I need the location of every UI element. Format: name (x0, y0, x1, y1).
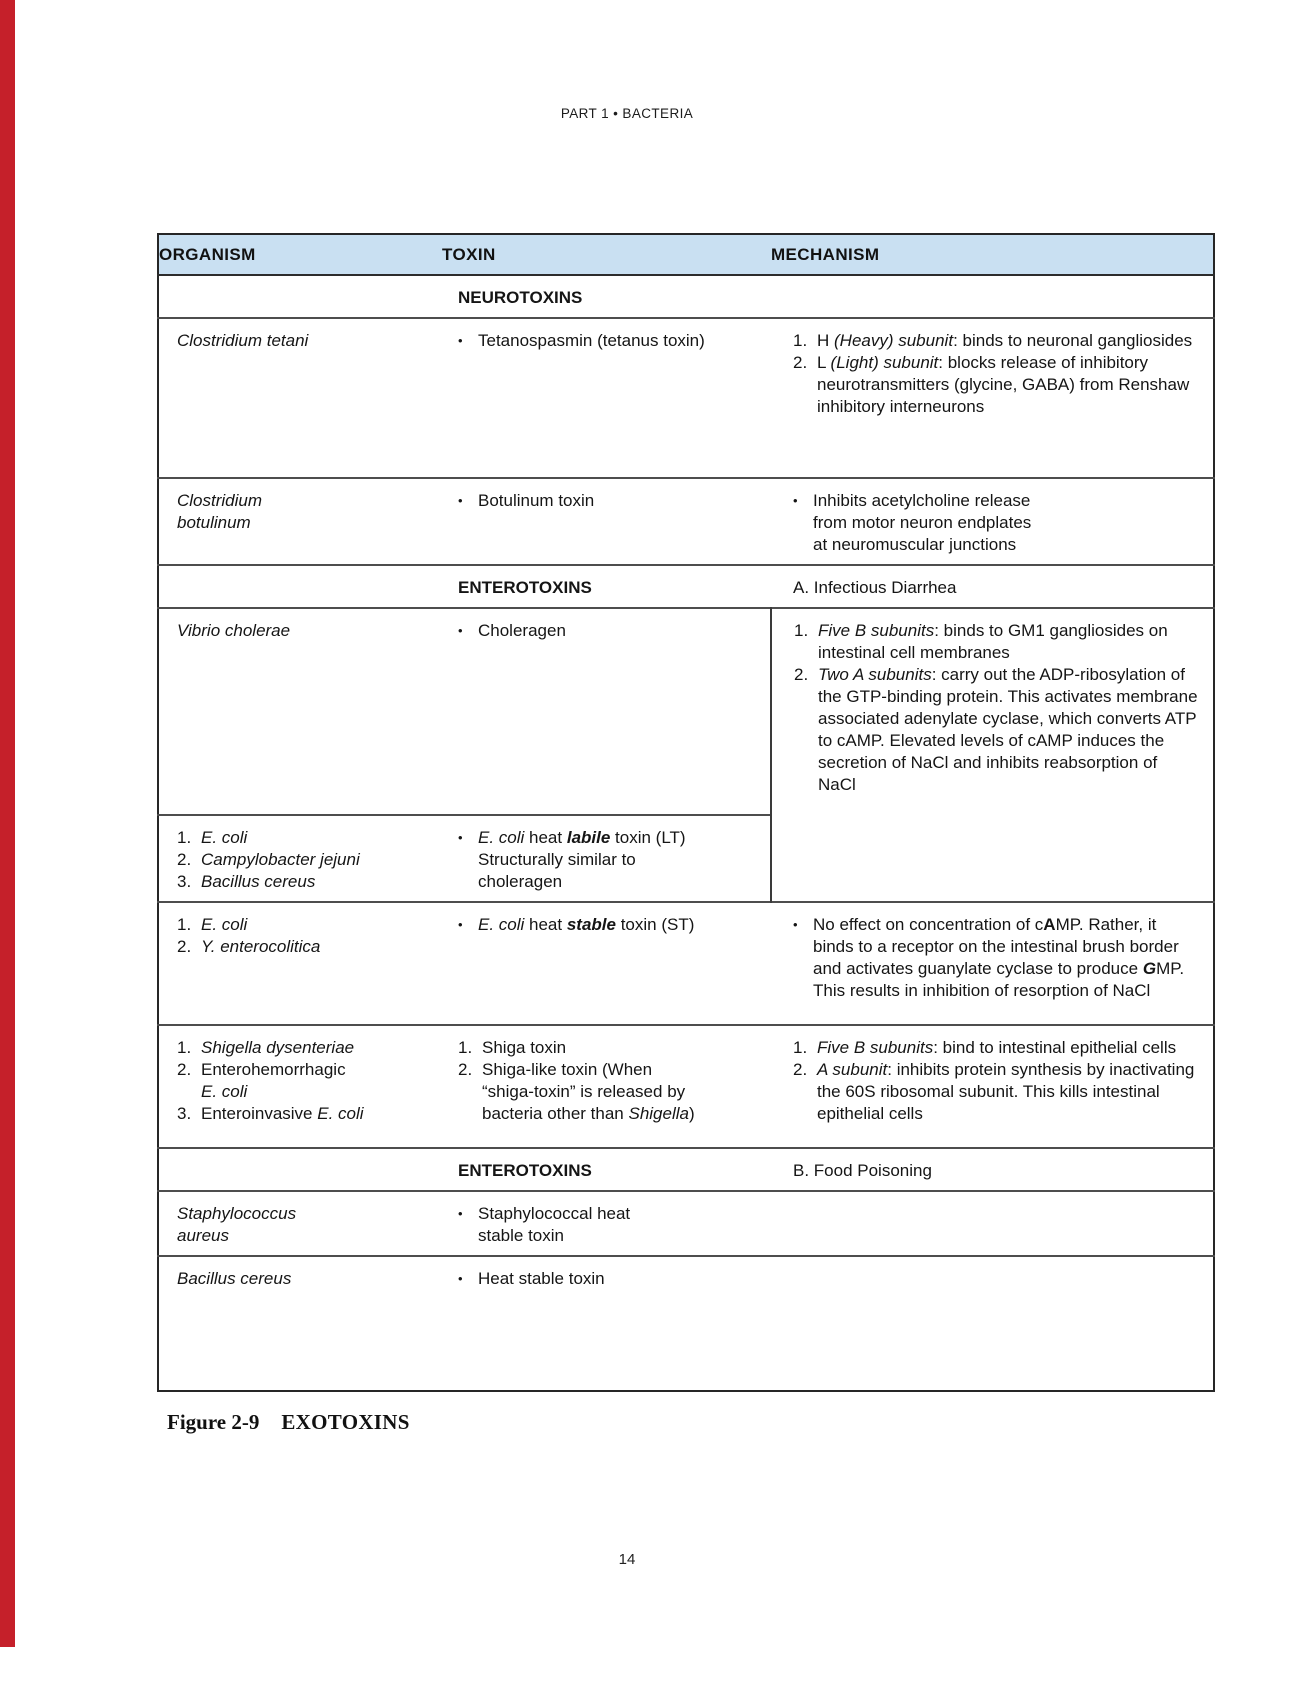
number-marker: 2. (793, 353, 808, 372)
number-marker: 1. (793, 331, 808, 350)
organism-cell (158, 275, 442, 318)
figure-caption (167, 1410, 410, 1435)
list-item (177, 871, 428, 893)
row-clostridium-tetani (158, 318, 1214, 478)
list-item-text: Clostridium tetani (177, 331, 309, 350)
list-item-text: Y. enterocolitica (201, 937, 321, 956)
list-item-text: Campylobacter jejuni (201, 850, 360, 869)
organism-cell (158, 1025, 442, 1148)
list-item (793, 914, 1199, 1002)
row-staphylococcus-aureus (158, 1191, 1214, 1256)
list-item (177, 827, 428, 849)
list-item (794, 620, 1199, 664)
toxin-cell (442, 1256, 771, 1391)
list-item-text: A subunit: inhibits protein synthesis by inactivating the 60S ribosomal subunit. This kills intestinal epithelial cells (817, 1060, 1195, 1123)
list-item-text: E. coli heat stable toxin (ST) (478, 915, 695, 934)
running-header: PART 1 • BACTERIA (560, 106, 694, 121)
list-item (177, 1203, 428, 1247)
list-item-text: Inhibits acetylcholine release from motor neuron endplates at neuromuscular junctions (813, 491, 1032, 554)
number-marker: 1. (177, 1038, 192, 1057)
bullet-marker: • (458, 830, 463, 845)
list-item (458, 1203, 757, 1247)
list-item-text: Shiga-like toxin (When “shiga-toxin” is released by bacteria other than Shigella) (482, 1060, 695, 1123)
mechanism-cell (771, 275, 1214, 318)
organism-cell (158, 1256, 442, 1391)
list-item-text: Vibrio cholerae (177, 621, 291, 640)
toxin-cell (442, 478, 771, 565)
list-item-text: Two A subunits: carry out the ADP-ribosylation of the GTP-binding protein. This activates membrane associated adenylate cyclase, which converts ATP to cAMP. Elevated levels of cAMP induces the secretion of NaCl and inhibits reabsorption of NaCl (818, 665, 1198, 794)
column-header-mechanism: MECHANISM (771, 234, 1214, 275)
number-marker: 1. (458, 1038, 473, 1057)
list-item (177, 914, 428, 936)
list-item-text: E. coli (201, 915, 248, 934)
list-item-text: Staphylococcal heat stable toxin (478, 1204, 631, 1245)
list-item (458, 827, 756, 893)
section-title-neurotoxins: NEUROTOXINS (458, 288, 583, 307)
list-item (458, 914, 757, 936)
list-item-text: Enteroinvasive E. coli (201, 1104, 364, 1123)
bullet-marker: • (458, 493, 463, 508)
list-item (177, 330, 428, 352)
list-item-text: E. coli heat labile toxin (LT) Structurally similar to choleragen (478, 828, 686, 891)
number-marker: 2. (177, 850, 192, 869)
list-item-text: Clostridium botulinum (177, 491, 263, 532)
organism-cell (158, 1148, 442, 1191)
list-item-text: Botulinum toxin (478, 491, 595, 510)
organism-cell (158, 565, 442, 608)
row-clostridium-botulinum (158, 478, 1214, 565)
list-item (458, 1059, 757, 1125)
number-marker: 1. (177, 915, 192, 934)
list-item-text: Heat stable toxin (478, 1269, 605, 1288)
list-item-text: Shigella dysenteriae (201, 1038, 355, 1057)
number-marker: 2. (794, 665, 809, 684)
organism-cell (158, 815, 442, 902)
list-item-text: H (Heavy) subunit: binds to neuronal gangliosides (817, 331, 1193, 350)
bullet-marker: • (793, 917, 798, 932)
page-edge-tab (0, 0, 15, 1647)
list-item (458, 490, 757, 512)
list-item (793, 490, 1199, 556)
list-item-text: E. coli (201, 828, 248, 847)
list-item (458, 1037, 757, 1059)
mechanism-cell (771, 1191, 1214, 1256)
list-item (177, 490, 428, 534)
row-enterotoxins-b-section (158, 1148, 1214, 1191)
bullet-marker: • (793, 493, 798, 508)
list-item-text: Choleragen (478, 621, 566, 640)
list-item (177, 620, 428, 642)
list-item (794, 664, 1199, 796)
list-item (793, 330, 1199, 352)
mechanism-cell (771, 1256, 1214, 1391)
number-marker: 2. (177, 937, 192, 956)
figure-caption-title: EXOTOXINS (281, 1410, 410, 1434)
list-item-text: Bacillus cereus (201, 872, 316, 891)
organism-cell (158, 478, 442, 565)
table-header-row (158, 234, 1214, 275)
list-item (793, 1059, 1199, 1125)
list-item-text: Enterohemorrhagic E. coli (201, 1060, 346, 1101)
mechanism-cell (771, 478, 1214, 565)
list-item (177, 1059, 428, 1103)
section-title-enterotoxins-a: ENTEROTOXINS (458, 578, 592, 597)
number-marker: 2. (458, 1060, 473, 1079)
number-marker: 2. (793, 1060, 808, 1079)
row-ecoli-heat-stable (158, 902, 1214, 1025)
organism-cell (158, 318, 442, 478)
number-marker: 1. (793, 1038, 808, 1057)
list-item-text: No effect on concentration of cAMP. Rather, it binds to a receptor on the intestinal brush border and activates guanylate cyclase to produce GMP. This results in inhibition of resorption of NaCl (813, 915, 1185, 1000)
list-item (177, 1268, 428, 1290)
list-item-text: L (Light) subunit: blocks release of inhibitory neurotransmitters (glycine, GABA) from Renshaw inhibitory interneurons (817, 353, 1190, 416)
list-item (793, 352, 1199, 418)
bullet-marker: • (458, 333, 463, 348)
toxin-cell (442, 815, 771, 902)
list-item (458, 330, 757, 352)
list-item (177, 1037, 428, 1059)
row-shigella (158, 1025, 1214, 1148)
list-item-text: Five B subunits: bind to intestinal epithelial cells (817, 1038, 1177, 1057)
row-neurotoxins-section (158, 275, 1214, 318)
organism-cell (158, 1191, 442, 1256)
mechanism-cell (771, 902, 1214, 1025)
mechanism-cell-choleragen-box (771, 608, 1214, 902)
section-title-enterotoxins-b: ENTEROTOXINS (458, 1161, 592, 1180)
list-item-text: Tetanospasmin (tetanus toxin) (478, 331, 705, 350)
row-bacillus-cereus (158, 1256, 1214, 1391)
row-vibrio-cholerae (158, 608, 1214, 815)
bullet-marker: • (458, 1206, 463, 1221)
list-item-text: Five B subunits: binds to GM1 gangliosides on intestinal cell membranes (818, 621, 1168, 662)
figure-caption-label: Figure 2-9 (167, 1410, 260, 1434)
number-marker: 2. (177, 1060, 192, 1079)
list-item (177, 936, 428, 958)
mechanism-cell (771, 318, 1214, 478)
number-marker: 1. (177, 828, 192, 847)
toxin-cell (442, 1191, 771, 1256)
section-subtitle-infectious-diarrhea: A. Infectious Diarrhea (793, 578, 957, 597)
number-marker: 3. (177, 1104, 192, 1123)
list-item-text: Staphylococcus aureus (177, 1204, 297, 1245)
page-number: 14 (618, 1551, 636, 1568)
list-item-text: Shiga toxin (482, 1038, 567, 1057)
row-enterotoxins-a-section (158, 565, 1214, 608)
list-item-text: Bacillus cereus (177, 1269, 292, 1288)
bullet-marker: • (458, 917, 463, 932)
number-marker: 1. (794, 621, 809, 640)
list-item (458, 1268, 757, 1290)
list-item (458, 620, 756, 642)
list-item (793, 1037, 1199, 1059)
mechanism-cell (771, 1025, 1214, 1148)
list-item (177, 849, 428, 871)
toxin-cell (442, 318, 771, 478)
toxin-cell (442, 1025, 771, 1148)
number-marker: 3. (177, 872, 192, 891)
column-header-organism: ORGANISM (158, 234, 442, 275)
bullet-marker: • (458, 623, 463, 638)
column-header-toxin: TOXIN (442, 234, 771, 275)
section-subtitle-food-poisoning: B. Food Poisoning (793, 1161, 932, 1180)
bullet-marker: • (458, 1271, 463, 1286)
list-item (177, 1103, 428, 1125)
toxin-cell (442, 608, 771, 815)
exotoxins-table (157, 233, 1215, 1392)
organism-cell (158, 902, 442, 1025)
toxin-cell (442, 902, 771, 1025)
organism-cell (158, 608, 442, 815)
